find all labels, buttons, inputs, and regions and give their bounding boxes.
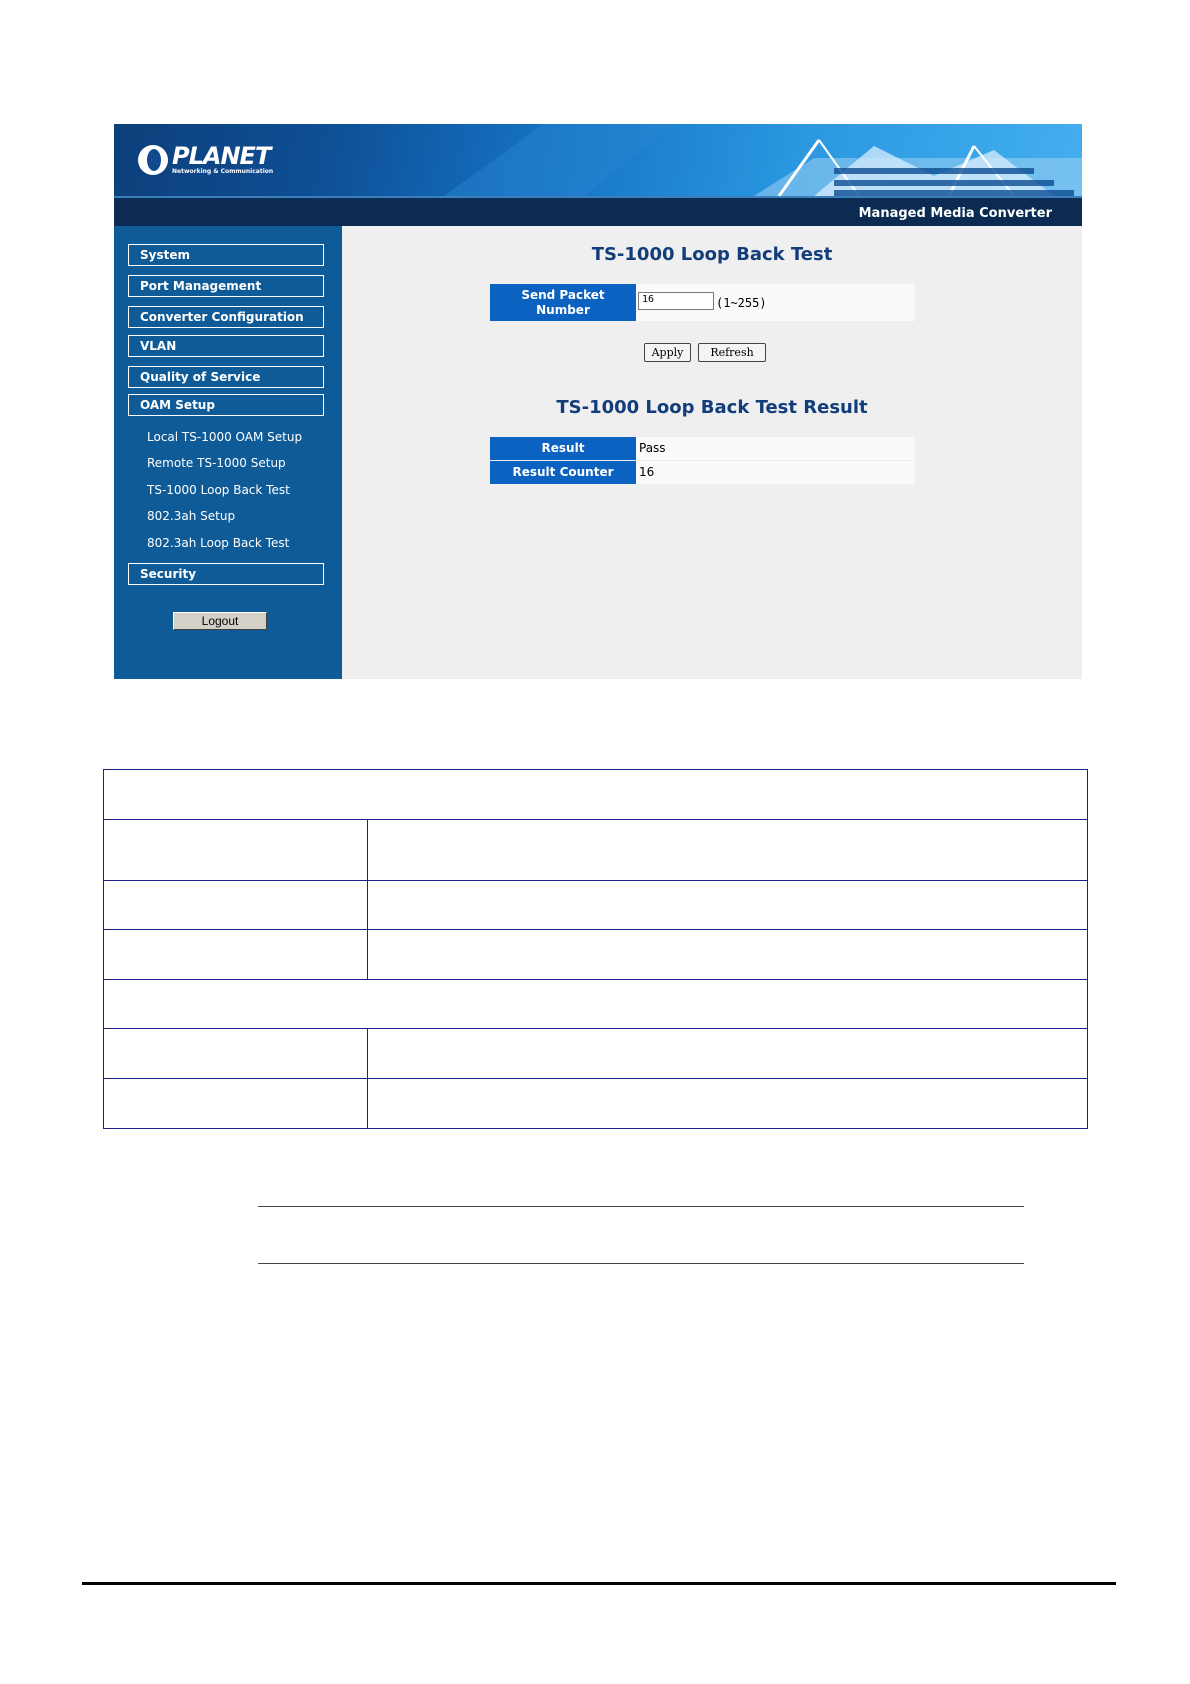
menu-vlan[interactable]: VLAN [128, 335, 324, 357]
table-cell [104, 1079, 368, 1129]
result-counter-value: 16 [636, 461, 915, 484]
result-value: Pass [636, 437, 915, 460]
table-cell [104, 1029, 368, 1079]
main-content [342, 226, 1082, 679]
submenu-remote-ts1000-setup[interactable]: Remote TS-1000 Setup [147, 456, 286, 470]
result-label: Result [490, 437, 636, 460]
note-rule-bottom [258, 1263, 1024, 1264]
menu-security[interactable]: Security [128, 563, 324, 585]
table-cell [368, 930, 1088, 980]
table-cell [368, 1079, 1088, 1129]
menu-system[interactable]: System [128, 244, 324, 266]
send-packet-label-line2: Number [536, 303, 590, 317]
result-counter-label: Result Counter [490, 461, 636, 484]
submenu-local-ts1000-oam-setup[interactable]: Local TS-1000 OAM Setup [147, 430, 303, 444]
result-title: TS-1000 Loop Back Test Result [556, 397, 868, 418]
planet-logo [138, 144, 273, 176]
footer-rule [82, 1582, 1116, 1585]
table-cell [104, 881, 368, 930]
logo-subtext: Networking & Communication [172, 168, 274, 175]
table-cell [104, 820, 368, 881]
table-header-cell [104, 980, 1088, 1029]
send-packet-label [490, 284, 636, 321]
menu-quality-of-service[interactable]: Quality of Service [128, 366, 324, 388]
planet-logo-icon [138, 145, 168, 175]
menu-oam-setup[interactable]: OAM Setup [128, 394, 324, 416]
table-cell [104, 930, 368, 980]
send-packet-input[interactable]: 16 [638, 292, 714, 310]
logo-word: PLANET [172, 142, 271, 170]
submenu-8023ah-loop-back-test[interactable]: 802.3ah Loop Back Test [147, 536, 290, 550]
table-cell [368, 820, 1088, 881]
note-rule-top [258, 1206, 1024, 1207]
send-packet-cell [636, 284, 915, 321]
send-packet-label-line1: Send Packet [521, 288, 605, 302]
menu-converter-configuration[interactable]: Converter Configuration [128, 306, 324, 328]
send-packet-range: (1~255) [716, 296, 767, 310]
submenu-8023ah-setup[interactable]: 802.3ah Setup [147, 509, 236, 523]
logout-button[interactable]: Logout [173, 612, 267, 630]
submenu-ts1000-loop-back-test[interactable]: TS-1000 Loop Back Test [147, 483, 290, 497]
product-name: Managed Media Converter [858, 206, 1052, 221]
table-cell [368, 881, 1088, 930]
loop-test-title: TS-1000 Loop Back Test [591, 244, 833, 265]
table-cell [368, 1029, 1088, 1079]
description-table [103, 769, 1088, 1129]
apply-button[interactable]: Apply [644, 343, 691, 362]
table-header-cell [104, 770, 1088, 820]
sidebar [114, 226, 342, 679]
refresh-button[interactable]: Refresh [698, 343, 766, 362]
menu-port-management[interactable]: Port Management [128, 275, 324, 297]
web-ui-screenshot [114, 124, 1082, 679]
banner [114, 124, 1082, 196]
title-bar [114, 196, 1082, 226]
